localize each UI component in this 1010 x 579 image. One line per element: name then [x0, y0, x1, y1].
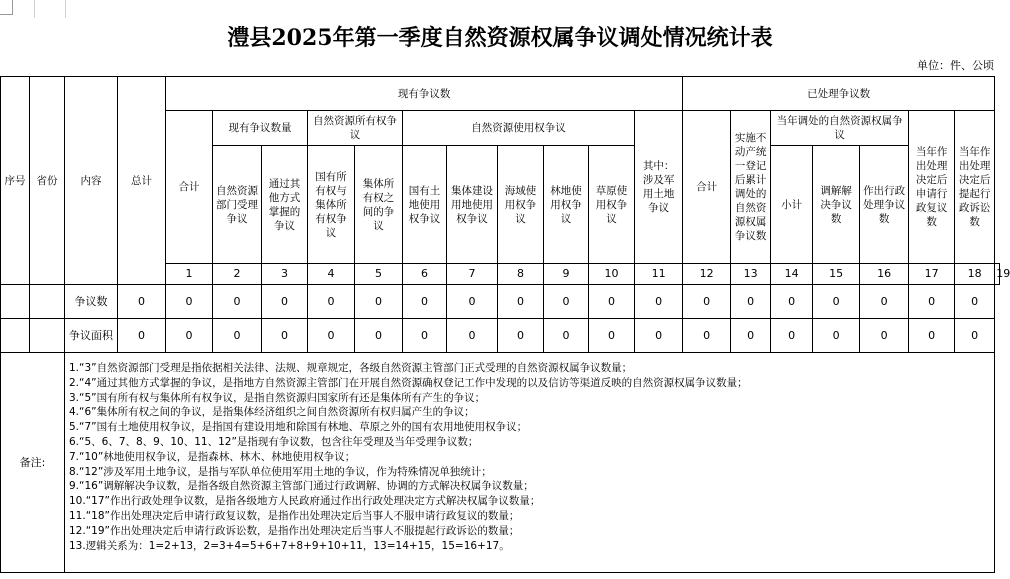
collective-construction-land-header: 集体建设用地使用权争议	[447, 146, 498, 264]
note-line: 7.“10”林地使用权争议，是指森林、林木、林地使用权争议；	[69, 450, 356, 463]
data-cell[interactable]: 0	[118, 285, 166, 319]
column-number: 14	[771, 264, 813, 285]
data-cell[interactable]: 0	[544, 319, 589, 353]
data-cell[interactable]: 0	[262, 319, 308, 353]
state-vs-collective-header: 国有所有权与集体所有权争议	[308, 146, 355, 264]
registration-mediated-header: 实施不动产统一登记后累计调处的自然资源权属争议数	[731, 111, 771, 264]
note-line: 13.逻辑关系为：1=2+13，2=3+4=5+6+7+8+9+10+11，13=14+15，15=16+17。	[69, 539, 510, 552]
processed-disputes-group-header: 已处理争议数	[683, 77, 995, 111]
note-line: 10.“17”作出行政处理争议数，是指各级地方人民政府通过作出行政处理决定方式解决权属争议数量；	[69, 495, 541, 508]
forest-land-use-header: 林地使用权争议	[544, 146, 589, 264]
data-cell[interactable]: 0	[213, 285, 262, 319]
data-cell[interactable]: 0	[403, 285, 447, 319]
data-cell[interactable]: 0	[166, 285, 213, 319]
note-line: 4.“6”集体所有权之间的争议，是指集体经济组织之间自然资源所有权归属产生的争议；	[69, 406, 475, 419]
province-header: 省份	[30, 77, 65, 285]
dept-accepted-header: 自然资源部门受理争议	[213, 146, 262, 264]
column-number: 2	[213, 264, 262, 285]
data-cell[interactable]: 0	[447, 319, 498, 353]
data-cell[interactable]: 0	[498, 285, 544, 319]
column-number: 1	[166, 264, 213, 285]
column-number: 5	[355, 264, 403, 285]
column-number: 7	[447, 264, 498, 285]
data-cell[interactable]: 0	[813, 285, 860, 319]
mediated-group-header: 当年调处的自然资源权属争议	[771, 111, 909, 146]
sea-area-use-header: 海域使用权争议	[498, 146, 544, 264]
notes-cell[interactable]	[65, 353, 995, 573]
note-line: 2.“4”通过其他方式掌握的争议，是指地方自然资源主管部门在开展自然资源确权登记工作中发现的以及信访等渠道反映的自然资源权属争议数量；	[69, 376, 748, 389]
data-cell[interactable]: 0	[771, 285, 813, 319]
column-number: 9	[544, 264, 589, 285]
use-rights-group-header: 自然资源使用权争议	[403, 111, 635, 146]
table-row	[1, 319, 1000, 353]
data-cell[interactable]: 0	[589, 319, 635, 353]
data-cell[interactable]: 0	[403, 319, 447, 353]
state-land-use-header: 国有土地使用权争议	[403, 146, 447, 264]
note-line: 3.“5”国有所有权与集体所有权争议，是指自然资源归国家所有还是集体所有产生的争议；	[69, 391, 486, 404]
table-row	[1, 285, 1000, 319]
total-header: 总计	[118, 77, 166, 285]
admin-review-header: 当年作出处理决定后申请行政复议数	[909, 111, 955, 264]
existing-count-group-header: 现有争议数量	[213, 111, 308, 146]
note-line: 11.“18”作出处理决定后申请行政复议数，是指作出处理决定后当事人不服申请行政复议的数量；	[69, 509, 520, 522]
other-channel-header: 通过其他方式掌握的争议	[262, 146, 308, 264]
column-number: 6	[403, 264, 447, 285]
data-cell[interactable]: 0	[955, 285, 995, 319]
column-number: 11	[635, 264, 683, 285]
military-land-header: 其中：涉及军用土地争议	[635, 111, 683, 264]
column-number: 19	[995, 264, 1000, 285]
notes-label: 备注:	[1, 353, 65, 573]
column-number: 10	[589, 264, 635, 285]
column-gridline	[12, 0, 35, 18]
processed-subtotal-header: 合计	[683, 111, 731, 264]
mediated-subtotal-header: 小计	[771, 146, 813, 264]
data-cell[interactable]: 0	[308, 319, 355, 353]
data-cell[interactable]: 0	[731, 319, 771, 353]
seq-cell[interactable]	[1, 319, 30, 353]
data-cell[interactable]: 0	[635, 285, 683, 319]
data-cell[interactable]: 0	[213, 319, 262, 353]
data-cell[interactable]: 0	[909, 285, 955, 319]
column-gridline	[35, 0, 66, 18]
column-number: 3	[262, 264, 308, 285]
column-number: 13	[731, 264, 771, 285]
data-cell[interactable]: 0	[262, 285, 308, 319]
column-number: 8	[498, 264, 544, 285]
province-cell[interactable]	[30, 285, 65, 319]
admin-decision-header: 作出行政处理争议数	[860, 146, 909, 264]
data-cell[interactable]: 0	[813, 319, 860, 353]
column-number: 15	[813, 264, 860, 285]
statistics-table	[0, 76, 1010, 573]
column-number: 18	[955, 264, 995, 285]
note-line: 9.“16”调解解决争议数，是指各级自然资源主管部门通过行政调解、协调的方式解决权属争议数量；	[69, 480, 534, 493]
existing-subtotal-header: 合计	[166, 111, 213, 264]
data-cell[interactable]: 0	[498, 319, 544, 353]
data-cell[interactable]: 0	[447, 285, 498, 319]
data-cell[interactable]: 0	[355, 319, 403, 353]
unit-label: 单位：件、公顷	[917, 59, 994, 72]
existing-disputes-group-header: 现有争议数	[166, 77, 683, 111]
data-cell[interactable]: 0	[731, 285, 771, 319]
data-cell[interactable]: 0	[355, 285, 403, 319]
note-line: 1.“3”自然资源部门受理是指依据相关法律、法规、规章规定，各级自然资源主管部门正式受理的自然资源权属争议数量；	[69, 362, 633, 374]
row-label: 争议面积	[65, 319, 118, 353]
note-line: 8.“12”涉及军用土地争议，是指与军队单位使用军用土地的争议，作为特殊情况单独统计；	[69, 465, 492, 478]
report-title: 澧县2025年第一季度自然资源权属争议调处情况统计表	[227, 25, 773, 51]
notes-row	[1, 353, 1000, 573]
sheet-top-gridlines	[0, 0, 1000, 18]
data-cell[interactable]: 0	[909, 319, 955, 353]
data-cell[interactable]: 0	[683, 285, 731, 319]
data-cell[interactable]: 0	[635, 319, 683, 353]
column-number: 4	[308, 264, 355, 285]
province-cell[interactable]	[30, 319, 65, 353]
column-number: 12	[683, 264, 731, 285]
note-line: 6.“5、6、7、8、9、10、11、12”是指现有争议数，包含往年受理及当年受理争议数；	[69, 435, 479, 448]
note-line: 5.“7”国有土地使用权争议，是指国有建设用地和除国有林地、草原之外的国有农用地使用权争议；	[69, 421, 528, 434]
data-cell[interactable]: 0	[118, 319, 166, 353]
mediation-resolved-header: 调解解决争议数	[813, 146, 860, 264]
data-cell[interactable]: 0	[544, 285, 589, 319]
data-cell[interactable]: 0	[955, 319, 995, 353]
collective-ownership-header: 集体所有权之间的争议	[355, 146, 403, 264]
grassland-use-header: 草原使用权争议	[589, 146, 635, 264]
column-number: 16	[860, 264, 909, 285]
data-cell[interactable]: 0	[308, 285, 355, 319]
seq-header: 序号	[1, 77, 30, 285]
data-cell[interactable]: 0	[683, 319, 731, 353]
content-header: 内容	[65, 77, 118, 285]
ownership-group-header: 自然资源所有权争议	[308, 111, 403, 146]
note-line: 12.“19”作出处理决定后申请行政诉讼数，是指作出处理决定后当事人不服提起行政诉讼的数量；	[69, 524, 520, 537]
seq-cell[interactable]	[1, 285, 30, 319]
data-cell[interactable]: 0	[771, 319, 813, 353]
data-cell[interactable]: 0	[166, 319, 213, 353]
admin-litigation-header: 当年作出处理决定后提起行政诉讼数	[955, 111, 995, 264]
data-cell[interactable]: 0	[589, 285, 635, 319]
data-cell[interactable]: 0	[860, 285, 909, 319]
column-number: 17	[909, 264, 955, 285]
data-cell[interactable]: 0	[860, 319, 909, 353]
row-label: 争议数	[65, 285, 118, 319]
